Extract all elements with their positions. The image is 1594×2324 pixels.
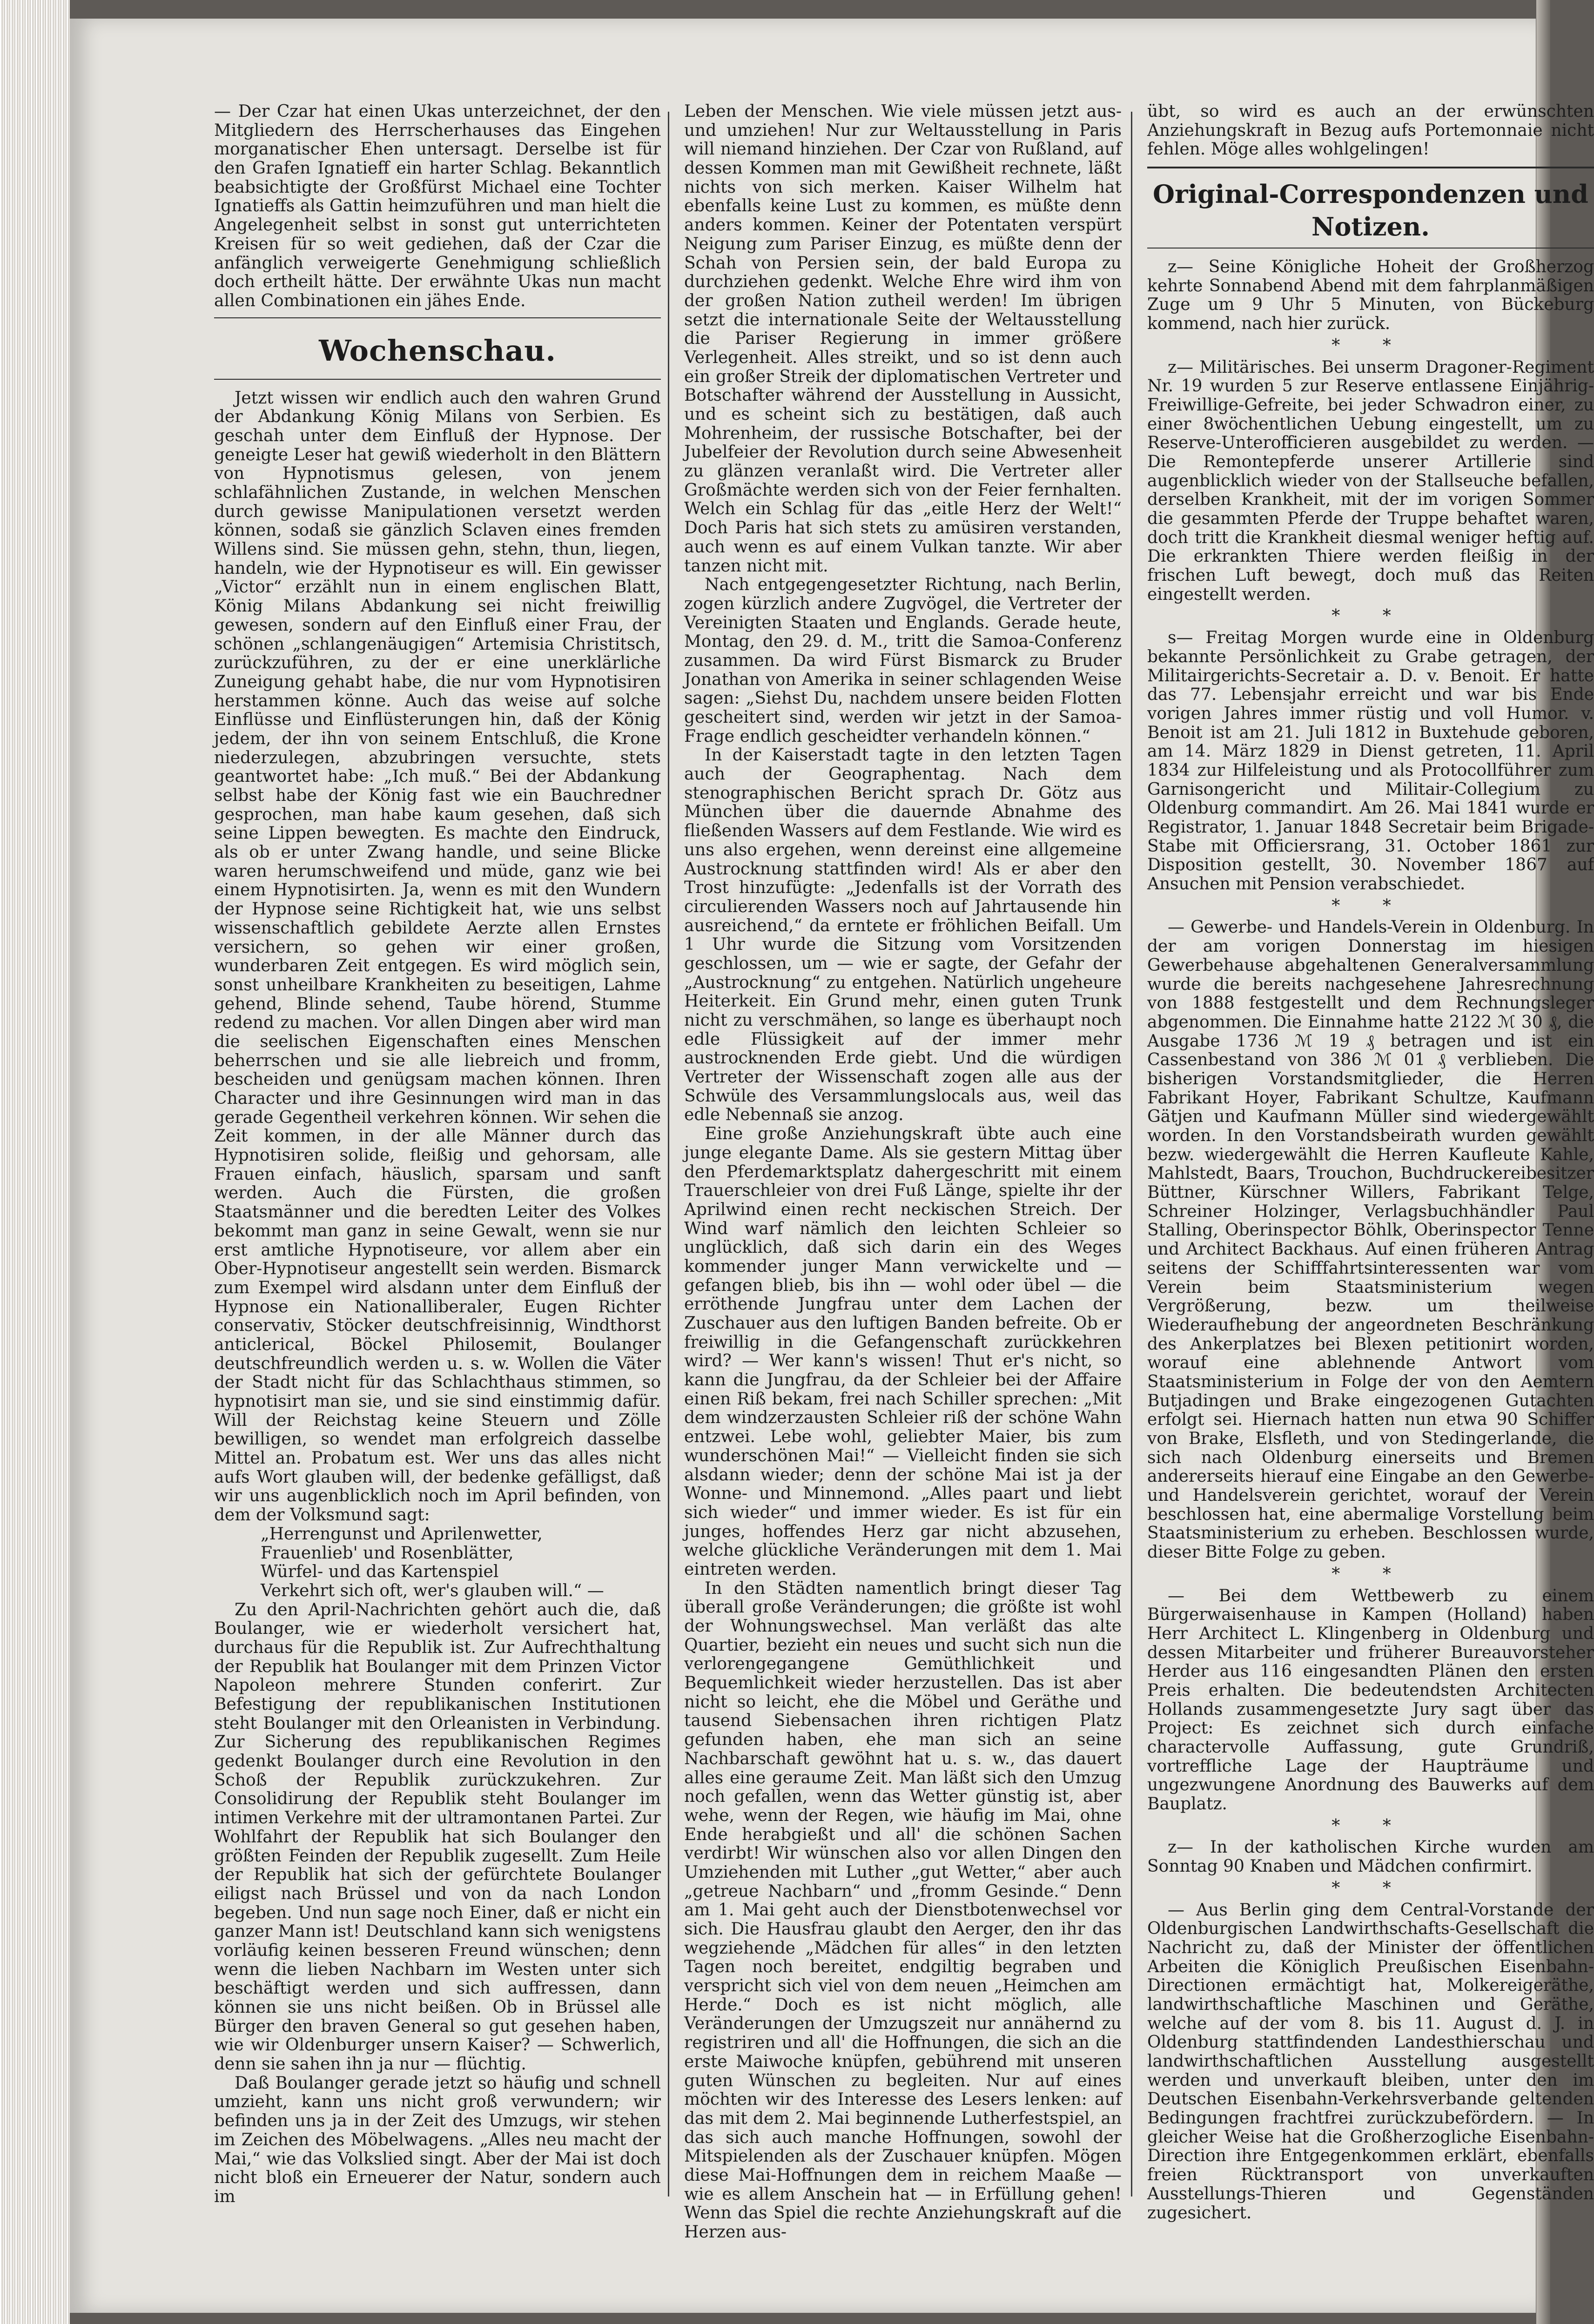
wochenschau-paragraph: Leben der Menschen. Wie viele müssen jetzt aus- und umziehen! Nur zur Weltausstellung in Paris will niemand hinziehen. Der Czar von Rußland, auf dessen Kommen man mit Gewißheit rechnete, läßt nichts von sich merken. Kaiser Wilhelm hat ebenfalls keine Lust zu kommen, es müßte denn anders kommen. Keiner der Potentaten verspürt Neigung zum Pariser Einzug, es müßte denn der Schah von Persien sein, der bald Europa zu durchziehen gedenkt. Welche Ehre wird ihm von der großen Nation zutheil werden! Im übrigen setzt die internationale Seite der Weltausstellung die Pariser Regierung in immer größere Verlegenheit. Alles streikt, und so ist denn auch ein großer Streik der diplomatischen Vertreter und Botschafter während der Ausstellung in Aussicht, und es scheint sich zu bestätigen, daß auch Mohrenheim, der russische Botschafter, bei der Jubelfeier der Revolution durch seine Abwesenheit zu glänzen veranlaßt wird. Die Vertreter aller Großmächte werden sich von der Feier fernhalten. Welch ein Schlag für das „eitle Herz der Welt!“ Doch Paris hat sich stets zu amüsiren verstanden, auch wenn es auf einem Vulkan tanzte. Wir aber tanzen nicht mit. xyxy=(684,102,1122,576)
news-item: s— Freitag Morgen wurde eine in Oldenburg bekannte Persönlichkeit zu Grabe getragen, der Militairgerichts-Secretair a. D. v. Benoit. Er hatte das 77. Lebensjahr erreicht und war bis Ende vorigen Jahres immer rüstig und voll Humor. v. Benoit ist am 21. Juli 1812 in Buxtehude geboren, am 14. März 1829 in Dienst getreten, 11. April 1834 zur Hilfeleistung und als Protocollführer zum Garnisongericht und Militair-Collegium zu Oldenburg commandirt. Am 26. Mai 1841 wurde er Registrator, 1. Januar 1848 Secretair beim Brigade-Stabe mit Officiersrang, 31. October 1861 zur Disposition gestellt, 30. November 1867 auf Ansuchen mit Pension verabschiedet. xyxy=(1147,628,1594,894)
book-page-edges xyxy=(0,0,70,2324)
separator-asterisks: * * xyxy=(1332,336,1410,355)
news-item: z— In der katholischen Kirche wurden am Sonntag 90 Knaben und Mädchen confirmirt. xyxy=(1147,1838,1594,1876)
wochenschau-paragraph: Eine große Anziehungskraft übte auch eine junge elegante Dame. Als sie gestern Mittag über den Pferdemarktsplatz dahergeschritt mit einem Trauerschleier von drei Fuß Länge, spielte ihr der Aprilwind einen recht neckischen Streich. Der Wind warf nämlich den leichten Schleier so unglücklich, daß sich darin ein des Weges kommender junger Mann verwickelte und — gefangen blieb, bis ihn — wohl oder übel — die erröthende Jungfrau unter dem Lachen der Zuschauer aus den luftigen Banden befreite. Ob er freiwillig in die Gefangenschaft zurückkehren wird? — Wer kann's wissen! Thut er's nicht, so kann die Jungfrau, da der Schleier bei der Affaire einen Riß bekam, frei nach Schiller sprechen: „Mit dem windzerzausten Schleier riß der schöne Wahn entzwei. Lebe wohl, geliebter Maier, bis zum wunderschönen Mai!“ — Vielleicht finden sie sich alsdann wieder; denn der schöne Mai ist ja der Wonne- und Minnemond. „Alles paart und liebt sich wieder“ und immer wieder. Es ist für ein junges, hoffendes Herz gar nicht abzusehen, welche glückliche Veränderungen mit dem 1. Mai eintreten werden. xyxy=(684,1124,1122,1579)
section-rule xyxy=(214,379,661,380)
separator-asterisks: * * xyxy=(1332,606,1410,626)
verse-line: Verkehrt sich oft, wer's glauben will.“ — xyxy=(261,1581,604,1600)
wochenschau-paragraph: In den Städten namentlich bringt dieser Tag überall große Veränderungen; die größte ist wohl der Wohnungswechsel. Man verläßt das alte Quartier, bezieht ein neues und sucht sich nun die verlorengegangene Gemüthlichkeit und Bequemlichkeit wieder herzustellen. Das ist aber nicht so leicht, ehe die Möbel und Geräthe und tausend Siebensachen ihren richtigen Platz gefunden haben, ehe man sich an seine Nachbarschaft gewöhnt hat u. s. w., das dauert alles eine geraume Zeit. Man läßt sich den Umzug noch gefallen, wenn das Wetter günstig ist, aber wehe, wenn der Regen, wie häufig im Mai, ohne Ende herabgießt und all' die schönen Sachen verdirbt! Wir wünschen also vor allen Dingen den Umziehenden mit Luther „gut Wetter,“ aber auch „getreue Nachbarn“ und „fromm Gesinde.“ Denn am 1. Mai geht auch der Dienstbotenwechsel vor sich. Die Hausfrau glaubt den Aerger, den ihr das wegziehende „Mädchen für alles“ in den letzten Tagen noch bereitet, endgiltig begraben und verspricht sich viel von dem neuen „Heimchen am Herde.“ Doch es ist nicht möglich, alle Veränderungen der Umzugszeit nur annähernd zu registriren und all' die Hoffnungen, die sich an die erste Maiwoche knüpfen, gebührend mit unseren guten Wünschen zu begleiten. Nur auf eines möchten wir des Interesse des Lesers lenken: auf das mit dem 2. Mai beginnende Lutherfestspiel, an das sich auch manche Hoffnungen, sowohl der Mitspielenden als der Zuschauer knüpfen. Mögen diese Mai-Hoffnungen dem in reichem Maaße — wie es allem Anschein hat — in Erfüllung gehen! Wenn das Spiel die rechte Anziehungskraft auf die Herzen aus- xyxy=(684,1578,1122,2242)
verse-line: Würfel- und das Kartenspiel xyxy=(261,1562,499,1582)
intro-paragraph: übt, so wird es auch an der erwünschten Anziehungskraft in Bezug aufs Portemonnaie nicht fehlen. Möge alles wohlgelingen! xyxy=(1147,102,1594,159)
wochenschau-paragraph: In der Kaiserstadt tagte in den letzten Tagen auch der Geographentag. Nach dem stenographischen Bericht sprach Dr. Götz aus München über die dauernde Abnahme des fließenden Wassers auf dem Festlande. Wie wird es uns also ergehen, wenn dereinst eine allgemeine Austrocknung stattfinden wird! Als er aber den Trost hinzufügte: „Jedenfalls ist der Vorrath des circulierenden Wassers noch auf Jahrtausende hin ausreichend,“ da erntete er fröhlichen Beifall. Um 1 Uhr wurde die Sitzung vom Vorsitzenden geschlossen, um — wie er sagte, der Gefahr der „Austrocknung“ zu entgehen. Natürlich ungeheure Heiterkeit. Ein Grund mehr, einen guten Trunk nicht zu verschmähen, so lange es überhaupt noch edle Flüssigkeit auf der immer mehr austrocknenden Erde giebt. Und die würdigen Vertreter der Wissenschaft zogen alle aus der Schwüle des Versammlungslocals aus, weil das edle Nebennaß sie anzog. xyxy=(684,746,1122,1125)
news-item: — Gewerbe- und Handels-Verein in Oldenburg. In der am vorigen Donnerstag im hiesigen Gewerbehause abgehaltenen Generalversammlung wurde die bereits nachgesehene Jahresrechnung von 1888 festgestellt und dem Rechnungsleger abgenommen. Die Einnahme hatte 2122 ℳ 30 ₰, die Ausgabe 1736 ℳ 19 ₰ betragen und ist ein Cassenbestand von 386 ℳ 01 ₰ verblieben. Die bisherigen Vorstandsmitglieder, die Herren Fabrikant Hoyer, Fabrikant Schultze, Kaufmann Gätjen und Kaufmann Müller sind wiedergewählt worden. In den Vorstandsbeirath wurden gewählt bezw. wiedergewählt die Herren Kaufleute Kahle, Mahlstedt, Baars, Trouchon, Buchdruckereibesitzer Büttner, Kürschner Willers, Fabrikant Telge, Schreiner Holzinger, Verlagsbuchhändler Paul Stalling, Oberinspector Böhlk, Oberinspector Tenne und Architect Backhaus. Auf einen früheren Antrag seitens der Schifffahrtsinteressenten war vom Verein beim Staatsministerium wegen Vergrößerung, bezw. um theilweise Wiederaufhebung der angeordneten Beschränkung des Ankerplatzes bei Blexen petitionirt worden, worauf eine ablehnende Antwort vom Staatsministerium in Folge der von den Aemtern Butjadingen und Brake eingezogenen Gutachten erfolgt sei. Hiernach hatten nun etwa 90 Schiffer von Brake, Elsfleth, und von Stedingerlande, die sich nach Oldenburg einerseits und Bremen andererseits hierauf eine Eingabe an den Gewerbe- und Handelsverein gerichtet, worauf der Verein beschlossen hat, eine abermalige Vorstellung beim Staatsministerium zu erheben. Beschlossen wurde, dieser Bitte Folge zu geben. xyxy=(1147,918,1594,1562)
news-item: — Bei dem Wettbewerb zu einem Bürgerwaisenhause in Kampen (Holland) haben Herr Architect L. Klingenberg in Oldenburg und dessen Mitarbeiter und früherer Bureauvorsteher Herder aus 116 eingesandten Plänen den ersten Preis erhalten. Die bedeutendsten Architecten Hollands zusammengesetzte Jury sagt über das Project: Es zeichnet sich durch einfache charactervolle Auffassung, gute Grundriß, vortreffliche Lage der Haupträume und ungezwungene Anordnung des Bauwerks auf dem Bauplatz. xyxy=(1147,1586,1594,1814)
correspondence-heading: Original-Correspondenzen und Notizen. xyxy=(1153,179,1588,242)
news-item: — Aus Berlin ging dem Central-Vorstande der Oldenburgischen Landwirthschafts-Gesellschaft die Nachricht zu, daß der Minister der öffentlichen Arbeiten die Königlich Preußischen Eisenbahn-Directionen ermächtigt hat, Molkereigeräthe, landwirthschaftliche Maschinen und Geräthe, welche auf der vom 8. bis 11. August d. J. in Oldenburg stattfindenden Landesthierschau und landwirthschaftlichen Ausstellung ausgestellt werden und unverkauft bleiben, unter den im Deutschen Eisenbahn-Verkehrsverbande geltenden Bedingungen frachtfrei zurückzubefördern. — In gleicher Weise hat die Großherzogliche Eisenbahn-Direction ihre Entgegenkommen erklärt, ebenfalls freien Rücktransport von unverkauften Ausstellungs-Thieren und Gegenständen zugesichert. xyxy=(1147,1900,1594,2223)
section-rule xyxy=(1147,248,1594,249)
verse-line: „Herrengunst und Aprilenwetter, xyxy=(261,1524,543,1544)
news-item: z— Militärisches. Bei unserm Dragoner-Regiment Nr. 19 wurden 5 zur Reserve entlassene Einjährig-Freiwillige-Gefreite, bei jeder Schwadron einer, zu einer 8wöchentlichen Uebung eingestellt, um zu Reserve-Unterofficieren ausgebildet zu werden. — Die Remontepferde unserer Artillerie sind augenblicklich wieder von der Stallseuche befallen, derselben Krankheit, mit der im vorigen Sommer die gesammten Pferde der Truppe behaftet waren, doch tritt die Krankheit diesmal weniger heftig auf. Die erkrankten Thiere werden fleißig in der frischen Luft bewegt, doch muß das Reiten eingestellt werden. xyxy=(1147,357,1594,604)
news-item: z— Seine Königliche Hoheit der Großherzog kehrte Sonnabend Abend mit dem fahrplanmäßigen Zuge um 9 Uhr 5 Minuten, von Bückeburg kommend, nach hier zurück. xyxy=(1147,257,1594,334)
separator-asterisks: * * xyxy=(1332,1878,1410,1898)
column-1 xyxy=(214,102,661,2207)
verse-line: Frauenlieb' und Rosenblätter, xyxy=(261,1543,514,1563)
wochenschau-heading: Wochenschau. xyxy=(319,333,556,368)
wochenschau-paragraph: Jetzt wissen wir endlich auch den wahren Grund der Abdankung König Milans von Serbien. Es geschah unter dem Einfluß der Hypnose. Der geneigte Leser hat gewiß wiederholt in den Blättern von Hypnotismus gelesen, von jenem schlafähnlichen Zustande, in welchen Menschen durch gewisse Manipulationen versetzt werden können, sodaß sie gänzlich Sclaven eines fremden Willens sind. Sie müssen gehn, stehn, thun, liegen, handeln, wie der Hypnotiseur es will. Ein gewisser „Victor“ erzählt nun in einem englischen Blatt, König Milans Abdankung sei nicht freiwillig gewesen, sondern auf den Einfluß einer Frau, der schönen „schlangenäugigen“ Artemisia Christitsch, zurückzuführen, zu der er eine unerklärliche Zuneigung gehabt habe, die nur vom Hypnotisiren herstammen könne. Auch das weise auf solche Einflüsse und Einflüsterungen hin, daß der König jedem, der ihn von seinem Entschluß, die Krone niederzulegen, abzubringen versuchte, stets geantwortet habe: „Ich muß.“ Bei der Abdankung selbst habe der König fast wie ein Bauchredner gesprochen, man habe kaum gesehen, daß sich seine Lippen bewegten. Es machte den Eindruck, als ob er unter Zwang handle, und seine Blicke waren herumschweifend und müde, ganz wie bei einem Hypnotisirten. Ja, wenn es mit den Wundern der Hypnose seine Richtigkeit hat, wie uns selbst wissenschaftlich gebildete Aerzte allen Ernstes versichern, so gehen wir einer großen, wunderbaren Zeit entgegen. Es wird möglich sein, sonst unheilbare Krankheiten zu beseitigen, Lahme gehend, Blinde sehend, Taube hörend, Stumme redend zu machen. Vor allen Dingen aber wird man die seelischen Eigenschaften eines Menschen beherrschen und sie alle liebreich und fromm, bescheiden und genügsam machen können. Ihren Character und ihre Gesinnungen wird man in das gerade Gegentheil verkehren können. Wir sehen die Zeit kommen, in der alle Männer durch das Hypnotisiren solide, fleißig und gehorsam, alle Frauen einfach, häuslich, sparsam und sanft werden. Auch die Fürsten, die großen Staatsmänner und die beredten Leiter des Volkes bekommt man ganz in seine Gewalt, wenn sie nur erst amtliche Hypnotiseure, vor allem aber ein Ober-Hypnotiseur angestellt sein werden. Bismarck zum Exempel wird alsdann unter dem Einfluß der Hypnose ein Nationalliberaler, Eugen Richter conservativ, Stöcker deutschfreisinnig, Windthorst anticlerical, Böckel Philosemit, Boulanger deutschfreundlich werden u. s. w. Wollen die Väter der Stadt nicht für das Schlachthaus stimmen, so hypnotisirt man sie, und sie sind einstimmig dafür. Will der Reichstag keine Steuern und Zölle bewilligen, so wendet man erfolgreich dasselbe Mittel an. Probatum est. Wer uns das alles nicht aufs Wort glauben will, der bedenke gefälligst, daß wir uns augenblicklich noch im April befinden, von dem der Volksmund sagt: xyxy=(214,388,661,1525)
section-rule xyxy=(214,317,661,318)
newspaper-page xyxy=(70,19,1594,2313)
separator-asterisks: * * xyxy=(1332,896,1410,915)
column-rule xyxy=(668,112,669,2196)
wochenschau-paragraph: Nach entgegengesetzter Richtung, nach Berlin, zogen kürzlich andere Zugvögel, die Vertreter der Vereinigten Staaten und Englands. Gerade heute, Montag, den 29. d. M., tritt die Samoa-Conferenz zusammen. Da wird Fürst Bismarck zu Bruder Jonathan von Amerika in seiner schlagenden Weise sagen: „Siehst Du, nachdem unsere beiden Flotten gescheitert sind, werden wir jetzt in der Samoa-Frage endlich gescheidter verhandeln können.“ xyxy=(684,575,1122,746)
section-rule xyxy=(1147,167,1594,168)
wochenschau-paragraph: Zu den April-Nachrichten gehört auch die, daß Boulanger, wie er wiederholt versichert hat, durchaus für die Republik ist. Zur Aufrechthaltung der Republik hat Boulanger mit dem Prinzen Victor Napoleon mehrere Stunden conferirt. Zur Befestigung der republikanischen Institutionen steht Boulanger mit den Orleanisten in Verbindung. Zur Sicherung des republikanischen Regimes gedenkt Boulanger durch eine Revolution in den Schoß der Republik zurückzukehren. Zur Consolidirung der Republik steht Boulanger im intimen Verkehre mit der ultramontanen Partei. Zur Wohlfahrt der Republik hat sich Boulanger den größten Feinden der Republik zugesellt. Zum Heile der Republik hat sich der gefürchtete Boulanger eiligst nach Brüssel und von da nach London begeben. Und nun sage noch Einer, daß er nicht ein ganzer Mann ist! Deutschland kann sich wenigstens vorläufig keinen besseren Freund wünschen; denn wenn die lieben Nachbarn im Westen unter sich beschäftigt werden und sich auffressen, dann können sie uns nicht beißen. Ob in Brüssel alle Bürger den braven General so gut gesehen haben, wie wir Oldenburger unsern Kaiser? — Schwerlich, denn sie sahen ihn ja nur — flüchtig. xyxy=(214,1600,661,2074)
column-2 xyxy=(684,102,1122,2242)
column-rule xyxy=(1131,112,1132,2196)
wochenschau-paragraph: Daß Boulanger gerade jetzt so häufig und schnell umzieht, kann uns nicht groß verwundern; wir befinden uns ja in der Zeit des Umzugs, wir stehen im Zeichen des Möbelwagens. „Alles neu macht der Mai,“ wie das Volkslied singt. Aber der Mai ist doch nicht bloß ein Erneuerer der Natur, sondern auch im xyxy=(214,2073,661,2206)
separator-asterisks: * * xyxy=(1332,1564,1410,1584)
czar-paragraph: — Der Czar hat einen Ukas unterzeichnet, der den Mitgliedern des Herrscherhauses das Eingehen morganatischer Ehen untersagt. Derselbe ist für den Grafen Ignatieff ein harter Schlag. Bekanntlich beabsichtigte der Großfürst Michael eine Tochter Ignatieffs als Gattin heimzuführen und man hielt die Angelegenheit selbst in sonst gut unterrichteten Kreisen für so weit gediehen, daß der Czar die anfänglich verweigerte Genehmigung schließlich doch ertheilt hätte. Der erwähnte Ukas nun macht allen Combinationen ein jähes Ende. xyxy=(214,102,661,310)
separator-asterisks: * * xyxy=(1332,1816,1410,1835)
column-3 xyxy=(1147,102,1594,2223)
